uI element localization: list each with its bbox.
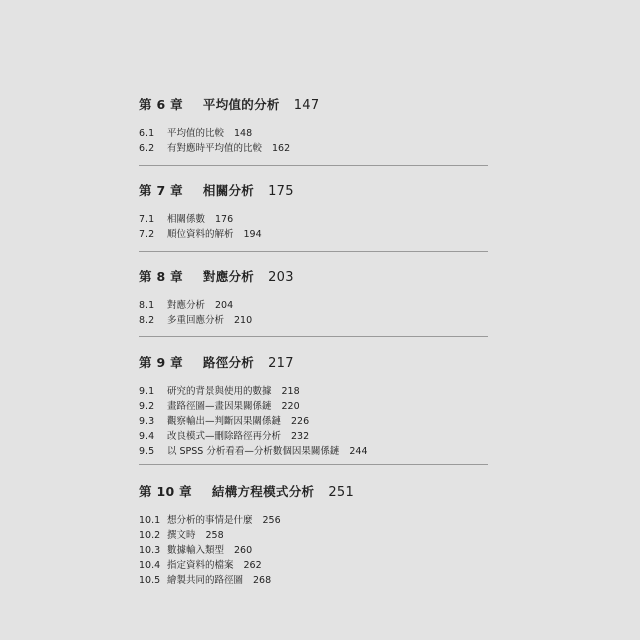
chapter-page: 175 xyxy=(268,184,294,199)
chapter-title: 平均值的分析 xyxy=(202,97,280,112)
section-item xyxy=(139,313,488,328)
section-page: 262 xyxy=(243,560,262,571)
section-title: 多重回應分析 xyxy=(167,315,225,326)
divider xyxy=(139,251,488,252)
chapter-number: 第 6 章 xyxy=(139,97,183,112)
chapter-6 xyxy=(139,96,488,156)
section-page: 148 xyxy=(234,128,253,139)
chapter-heading xyxy=(139,268,488,286)
section-number: 6.2 xyxy=(139,143,155,154)
section-page: 260 xyxy=(234,545,253,556)
section-page: 220 xyxy=(281,401,300,412)
section-number: 9.1 xyxy=(139,386,155,397)
section-title: 指定資料的檔案 xyxy=(167,560,234,571)
chapter-number: 第 9 章 xyxy=(139,355,183,370)
section-list xyxy=(139,513,488,588)
section-page: 268 xyxy=(253,575,272,586)
chapter-page: 251 xyxy=(328,485,355,500)
section-number: 6.1 xyxy=(139,128,155,139)
section-title: 改良模式—刪除路徑再分析 xyxy=(167,431,282,442)
divider xyxy=(139,165,488,166)
section-title: 撰文時 xyxy=(167,530,196,541)
section-item xyxy=(139,558,488,573)
section-title: 數據輸入類型 xyxy=(167,545,225,556)
section-list xyxy=(139,126,488,156)
chapter-9 xyxy=(139,354,488,459)
section-item xyxy=(139,444,488,459)
section-number: 10.1 xyxy=(139,515,161,526)
section-number: 8.2 xyxy=(139,315,155,326)
section-number: 9.3 xyxy=(139,416,155,427)
chapter-heading xyxy=(139,354,488,372)
section-page: 210 xyxy=(234,315,253,326)
section-title: 觀察輸出—判斷因果關係鏈 xyxy=(167,416,282,427)
section-page: 204 xyxy=(215,300,234,311)
chapter-page: 203 xyxy=(268,270,294,285)
section-title: 有對應時平均值的比較 xyxy=(167,143,263,154)
section-number: 7.2 xyxy=(139,229,155,240)
section-page: 162 xyxy=(272,143,291,154)
section-item xyxy=(139,212,488,227)
section-number: 7.1 xyxy=(139,214,155,225)
divider xyxy=(139,464,488,465)
section-number: 9.4 xyxy=(139,431,155,442)
section-number: 10.2 xyxy=(139,530,161,541)
section-item xyxy=(139,543,488,558)
section-title: 畫路徑圖—畫因果關係鏈 xyxy=(167,401,272,412)
section-title: 對應分析 xyxy=(167,300,206,311)
chapter-page: 147 xyxy=(293,98,320,113)
section-title: 研究的背景與使用的數據 xyxy=(167,386,272,397)
section-title: 想分析的事情是什麼 xyxy=(167,515,253,526)
section-item xyxy=(139,298,488,313)
section-item xyxy=(139,573,488,588)
section-number: 10.4 xyxy=(139,560,161,571)
section-page: 176 xyxy=(215,214,234,225)
chapter-number: 第 8 章 xyxy=(139,269,183,284)
section-title: 順位資料的解析 xyxy=(167,229,234,240)
section-page: 194 xyxy=(243,229,262,240)
section-item xyxy=(139,227,488,242)
section-item xyxy=(139,384,488,399)
section-list xyxy=(139,298,488,328)
chapter-title: 結構方程模式分析 xyxy=(211,484,315,499)
chapter-8 xyxy=(139,268,488,328)
section-number: 9.2 xyxy=(139,401,155,412)
section-item xyxy=(139,399,488,414)
section-page: 218 xyxy=(281,386,300,397)
section-page: 232 xyxy=(291,431,310,442)
chapter-10 xyxy=(139,483,488,588)
section-number: 10.3 xyxy=(139,545,161,556)
section-page: 258 xyxy=(205,530,224,541)
chapter-title: 路徑分析 xyxy=(202,355,255,370)
section-item xyxy=(139,141,488,156)
chapter-7 xyxy=(139,182,488,242)
section-title: 以 SPSS 分析看看—分析數個因果關係鏈 xyxy=(167,446,340,457)
section-page: 226 xyxy=(291,416,310,427)
chapter-title: 相關分析 xyxy=(202,183,255,198)
section-page: 256 xyxy=(262,515,281,526)
section-item xyxy=(139,429,488,444)
section-title: 相關係數 xyxy=(167,214,206,225)
section-item xyxy=(139,126,488,141)
chapter-number: 第 10 章 xyxy=(139,484,192,499)
section-item xyxy=(139,414,488,429)
section-item xyxy=(139,513,488,528)
section-number: 9.5 xyxy=(139,446,155,457)
section-list xyxy=(139,384,488,459)
section-item xyxy=(139,528,488,543)
chapter-number: 第 7 章 xyxy=(139,183,183,198)
chapter-title: 對應分析 xyxy=(202,269,255,284)
section-page: 244 xyxy=(349,446,368,457)
chapter-heading xyxy=(139,483,488,501)
divider xyxy=(139,336,488,337)
chapter-heading xyxy=(139,96,488,114)
chapter-page: 217 xyxy=(268,356,294,371)
section-title: 繪製共同的路徑圖 xyxy=(167,575,244,586)
section-number: 8.1 xyxy=(139,300,155,311)
section-number: 10.5 xyxy=(139,575,161,586)
chapter-heading xyxy=(139,182,488,200)
section-list xyxy=(139,212,488,242)
section-title: 平均值的比較 xyxy=(167,128,225,139)
